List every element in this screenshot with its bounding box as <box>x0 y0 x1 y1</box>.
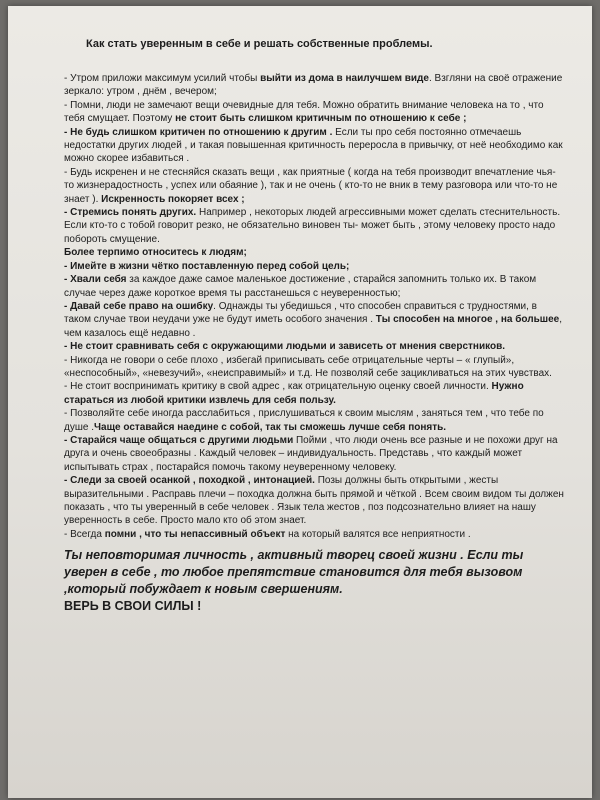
body-text: - Не стоит воспринимать критику в свой адрес , как отрицательную оценку своей личности. <box>64 381 492 393</box>
body-text: - Будь искренен и не стесняйся сказать вещи , как приятные ( когда на тебя производит впечатление чья-то жизнерадостность , успех или обаяние ), так и не очень ( кто-то не вник в тему разговора или что-то не знает ). <box>64 166 558 205</box>
list-item <box>64 246 564 259</box>
bold-text: Нужно стараться из любой критики извлечь для себя пользу. <box>64 381 524 406</box>
document-body <box>64 38 564 613</box>
body-text: . Однажды ты убедишься , что способен справиться с трудностями, в таком случае твои неудачи уже не будут иметь особого значения . <box>64 300 537 326</box>
body-text: - Помни, люди не замечают вещи очевидные для тебя. Можно обратить внимание человека на то , что тебя смущает. Поэтому <box>64 99 544 125</box>
bold-text: - Давай себе право на ошибку <box>64 300 214 312</box>
bold-text: Чаще оставайся наедине с собой, так ты сможешь лучше себя понять. <box>93 421 447 433</box>
list-item <box>64 273 564 300</box>
paragraph-list <box>64 72 564 541</box>
bold-text: выйти из дома в наилучшем виде <box>260 73 429 84</box>
paper-sheet <box>8 6 592 798</box>
bold-text: - Стремись понять других. <box>64 207 197 219</box>
body-text: за каждое даже самое маленькое достижение , старайся запомнить только их. В таком случае через даже короткое время ты расстанешься с неуверенностью; <box>64 274 537 299</box>
final-slogan: ВЕРЬ В СВОИ СИЛЫ ! <box>64 599 202 614</box>
bold-text: Более терпимо относитесь к людям; <box>64 247 247 259</box>
bold-text: - Следи за своей осанкой , походкой , интонацией. <box>64 475 315 487</box>
list-item <box>64 99 564 126</box>
bold-text: Ты способен на многое , на большее <box>375 314 560 326</box>
body-text: Пойми , что люди очень все разные и не похожи друг на друга и очень своеобразны . Каждый человек – индивидуальность. Представь , что каждый может испытывать страх , постарайся помочь такому неуверенному человеку. <box>64 434 558 473</box>
document-title: Как стать уверенным в себе и решать собственные проблемы. <box>86 38 433 50</box>
body-text: - Никогда не говори о себе плохо , избегай приписывать себе отрицательные черты – « глупый», «неспособный», «невезучий», «неисправимый» и т.д. Не позволяй себе зацикливаться на этих чувствах. <box>64 354 552 379</box>
list-item <box>64 260 564 273</box>
bold-text: не стоит быть слишком критичным по отношению к себе ; <box>175 113 467 125</box>
body-text: Если ты про себя постоянно отмечаешь недостатки других людей , и такая повышенная критичность переросла в привычку, от неё необходимо как можно скорее избавиться . <box>64 126 563 165</box>
body-text: на который валятся все неприятности . <box>285 528 471 540</box>
list-item <box>64 206 564 246</box>
list-item <box>64 528 564 541</box>
body-text: - Всегда <box>64 528 105 540</box>
list-item <box>64 300 564 340</box>
closing-statement: Ты неповторимая личность , активный творец своей жизни . Если ты уверен в себе , то любое препятствие становится для тебя вызовом ,который побуждает к новым свершениям. <box>64 548 524 597</box>
list-item <box>64 72 564 99</box>
list-item <box>64 340 564 353</box>
bold-text: - Хвали себя <box>64 274 127 286</box>
bold-text: - Не стоит сравнивать себя с окружающими людьми и зависеть от мнения сверстников. <box>64 341 506 353</box>
body-text: . Взгляни на своё отражение зеркало: утром , днём , вечером; <box>64 73 563 98</box>
body-text: - Утром приложи максимум усилий чтобы <box>64 73 261 84</box>
body-text: Например , некоторых людей агрессивными может сделать стеснительность. Если кто-то с тобой говорит резко, не обязательно виновен ты- может быть , этому человеку просто надо побороть смущение. <box>64 207 561 245</box>
bold-text: помни , что ты непассивный объект <box>104 528 286 540</box>
bold-text: Искренность покоряет всех ; <box>101 193 245 205</box>
list-item <box>64 166 564 206</box>
list-item <box>64 126 564 166</box>
list-item <box>64 380 564 407</box>
body-text: Позы должны быть открытыми , жесты выразительными . Расправь плечи – походка должна быть прямой и чёткой . Всем своим видом ты должен показать , что ты уверенный в себе человек . Язык тела жестов , поз подсознательно влияет на нашу уверенность в себе. Просто мало кто об этом знает. <box>64 475 564 527</box>
list-item <box>64 474 564 528</box>
list-item <box>64 407 564 434</box>
list-item <box>64 354 564 381</box>
bold-text: - Не будь слишком критичен по отношению к другим . <box>64 126 333 138</box>
body-text: , чем казалось ещё недавно . <box>64 314 562 339</box>
bold-text: - Имейте в жизни чётко поставленную перед собой цель; <box>64 260 350 272</box>
body-text: - Позволяйте себе иногда расслабиться , прислушиваться к своим мыслям , заняться тем , что тебе по душе . <box>64 408 544 433</box>
bold-text: - Старайся чаще общаться с другими людьми <box>64 434 294 446</box>
list-item <box>64 434 564 474</box>
